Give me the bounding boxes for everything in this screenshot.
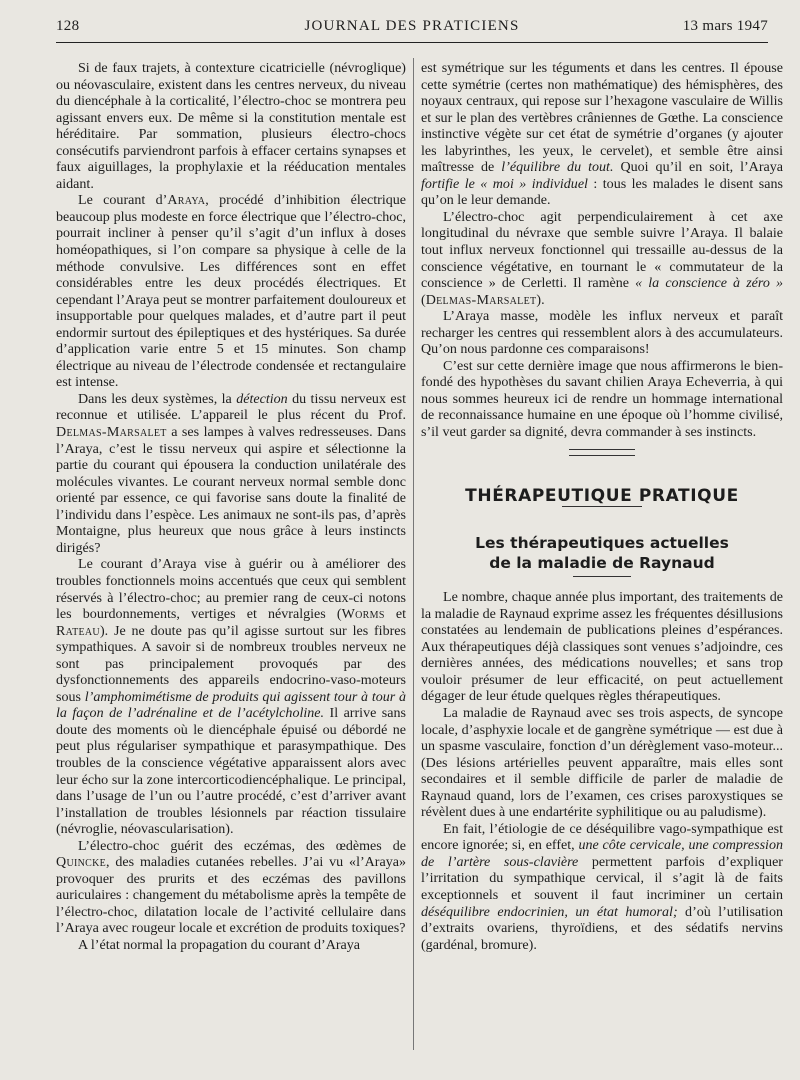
paragraph [421, 60, 783, 209]
text-run: d’où l’utilisation d’extraits ovariens, thyroïdiens, et des sédatifs nervins (gardénal, bromure). [421, 903, 783, 953]
text-run: Dans les deux systèmes, la [78, 390, 237, 407]
italic-text: l’équilibre du tout. [501, 159, 614, 176]
author-name: Worms [341, 606, 385, 623]
author-name: Rateau [56, 622, 100, 639]
text-run: Quoi qu’il en soit, l’Araya [613, 159, 783, 176]
text-run: L’électro-choc guérit des eczémas, des œdèmes de [78, 837, 406, 854]
paragraph: C’est sur cette dernière image que nous affirmerons le bien-fondé des hypothèses du savant chilien Araya Echeverria, à qui nous sommes heureux ici de rendre un hommage international de reconnaissance humaine en une époque où l’homme civilisé, s’il veut garder sa dignité, devra commander à ses instincts. [421, 357, 783, 441]
page-header [56, 18, 768, 40]
italic-text: fortifie le « moi » individuel [421, 175, 588, 192]
paragraph: La maladie de Raynaud avec ses trois aspects, de syncope locale, d’asphyxie locale et de gangrène symétrique — est due à un spasme vasculaire, fonction d’un dérèglement vaso-moteur...(Des lésions artérielles peuvent apparaître, mais elles sont secondaires et il semble difficile de parler de maladie de Raynaud quand, lors de l’examen, ces crises paroxystiques se révèlent dues à une endartérite syphilitique ou au paludisme). [421, 704, 783, 821]
text-run: Il arrive sans doute des moments où le diencéphale épuisé ou débordé ne peut plus régulariser sympathique et parasympathique. Des troubles de la conscience végétative apparaissent alors avec leur écho sur la zone intercorticodiencéphalique. Le principal, dans l’usage de l’un ou l’autre procédé, c’est d’arriver avant l’installation de troubles lésionnels par réaction tissulaire (névroglie, néovascularisation). [56, 705, 406, 838]
section-title: THÉRAPEUTIQUE PRATIQUE [465, 485, 739, 506]
journal-title: JOURNAL DES PRATICIENS [304, 18, 520, 34]
article-separator [569, 449, 635, 456]
column-divider [413, 58, 414, 1050]
text-run: , procédé d’inhibition électrique beaucoup plus modeste en force électrique que l’électro-choc, pourrait incliner à penser qu’il s’agit d’un influx à doses homéopathiques, si l’on compare sa physique à celle de la méthode convulsive. Les différences sont en effet considérables entre les deux procédés électriques. Et cependant l’Araya peut se montrer parfaitement douloureux et insupportable pour quelques malades, et d’autre part il peut endormir surtout des épileptiques et des hystériques. Sa durée d’application varie entre 5 et 15 minutes. Son champ électrique au niveau de l’électrode condensée et rectangulaire est intense. [56, 192, 406, 391]
paragraph [56, 391, 406, 556]
paragraph [421, 821, 783, 953]
paragraph: Si de faux trajets, à contexture cicatricielle (névroglique) ou néovasculaire, existent dans les centres nerveux, du niveau du diencéphale à la corticalité, l’électro-choc se montrera peu agissant envers eux. De même si la constitution mentale est héréditaire. Par sommation, plusieurs électro-chocs consécutifs parviendront parfois à effacer certains synapses et faux aiguillages, la prophylaxie et la rééducation mentales aidant. [56, 60, 406, 192]
left-column [56, 60, 406, 1050]
text-run: et [384, 606, 406, 623]
author-name: Araya [167, 192, 206, 209]
italic-text: déséquilibre endocrinien, un état humoral; [421, 903, 678, 920]
text-run: ). [536, 291, 545, 308]
text-run: ). Je ne doute pas qu’il agisse surtout sur les fibres sympathiques. A savoir si de nombreux troubles nerveux ne sont pas principalement provoqués par des dysfonctionnements des appareils endocrino-vaso-moteurs sous [56, 622, 406, 705]
text-run: En fait, l’étiologie de ce déséquilibre vago-sympathique est encore ignorée; si, en effet, [421, 820, 783, 854]
paragraph [421, 209, 783, 308]
author-name: Quincke [56, 854, 107, 871]
text-run: ( [421, 291, 426, 308]
paragraph: Le nombre, chaque année plus important, des traitements de la maladie de Raynaud exprime assez les fréquentes désillusions constatées au lendemain de publications pleines d’espérances. Aux thérapeutiques déjà classiques sont venues s’adjoindre, ces dernières années, des médications nouvelles; et sans trop vouloir présumer de leur efficacité, on peut actuellement dégager de leur étude quelques règles thérapeutiques. [421, 589, 783, 705]
text-run: Le courant d’Araya vise à guérir ou à améliorer des troubles fonctionnels moins accentués que ceux qui semblent réservés à l’électro-choc; au premier rang de ceux-ci notons les bourdonnements, vertiges et névralgies ( [56, 556, 406, 623]
text-run: permettent parfois d’expliquer l’irritation du sympathique cervical, il s’agit là de faits exceptionnels et souvent il faut incriminer un certain [421, 853, 783, 903]
author-name: Delmas-Marsalet [425, 291, 537, 308]
italic-text: « la conscience à zéro » [635, 275, 783, 292]
article-title-line: de la maladie de Raynaud [489, 554, 715, 573]
article-title-line: Les thérapeutiques actuelles [475, 534, 729, 553]
author-name: Delmas-Marsalet [56, 424, 167, 441]
issue-date: 13 mars 1947 [682, 18, 768, 34]
article-title [421, 533, 783, 573]
page-number: 128 [56, 18, 80, 34]
italic-text: détection [236, 390, 288, 407]
text-run: est symétrique sur les téguments et dans les centres. Il épouse cette symétrie (certes non mathématique) des hémisphères, des noyaux centraux, qui repose sur l’hexagone vasculaire de Willis et sur le plan des vertèbres crâniennes de Gœthe. La conscience instinctive végète sur cet état de symétrie d’organes (y ajouter les labyrinthes, les yeux, le cervelet), et semble être ainsi maîtresse de [421, 60, 783, 176]
text-run: du tissu nerveux est reconnue et utilisée. L’appareil le plus récent du Prof. [56, 390, 406, 424]
italic-text: l’amphomimétisme de produits qui agissent tour à tour à la façon de l’adrénaline et de l’acétylcholine. [56, 688, 406, 722]
article-rule [573, 576, 631, 577]
paragraph: L’Araya masse, modèle les influx nerveux et paraît recharger les centres qui ressemblent alors à des accumulateurs. Qu’on nous pardonne ces comparaisons! [421, 308, 783, 358]
right-column [421, 60, 783, 1050]
text-run: , des maladies cutanées rebelles. J’ai vu «l’Araya» provoquer des prurits et des eczémas des pavillons auriculaires : changement du métabolisme après la tempête de l’électro-choc, dilatation locale de l’activité cellulaire dans l’Araya avec rougeur locale et excrétion de produits toxiques? [56, 854, 406, 937]
paragraph: A l’état normal la propagation du courant d’Araya [78, 936, 361, 953]
paragraph [56, 838, 406, 937]
section-rule [562, 506, 642, 507]
text-run: Le courant d’ [78, 192, 168, 209]
text-run: L’électro-choc agit perpendiculairement à cet axe longitudinal du névraxe que semble suivre l’Araya. Il balaie tout influx nerveux fonctionnel qui tressaille au-dessus de la conscience végétative, en tournant le « commutateur de la conscience » de Cerletti. Il ramène [421, 208, 783, 292]
text-run: : tous les malades le disent sans qu’on le leur demande. [421, 175, 783, 209]
italic-text: une côte cervicale, une compression de l’artère sous-clavière [421, 837, 783, 870]
paragraph [56, 192, 406, 391]
paragraph [56, 556, 406, 837]
text-run: a ses lampes à valves redresseuses. Dans l’Araya, c’est le tissu nerveux qui aspire et sélectionne la partie du courant qui épousera la conduction unilatérale des molécules vivantes. Le courant nerveux normal semble donc orienté par essence, ce qui favorise sans doute la finalité de l’individu dans l’espèce. Les animaux ne sont-ils pas, d’après Montaigne, plus heureux que nous grâce à leurs instincts dirigés? [56, 424, 406, 556]
header-rule [56, 42, 768, 43]
